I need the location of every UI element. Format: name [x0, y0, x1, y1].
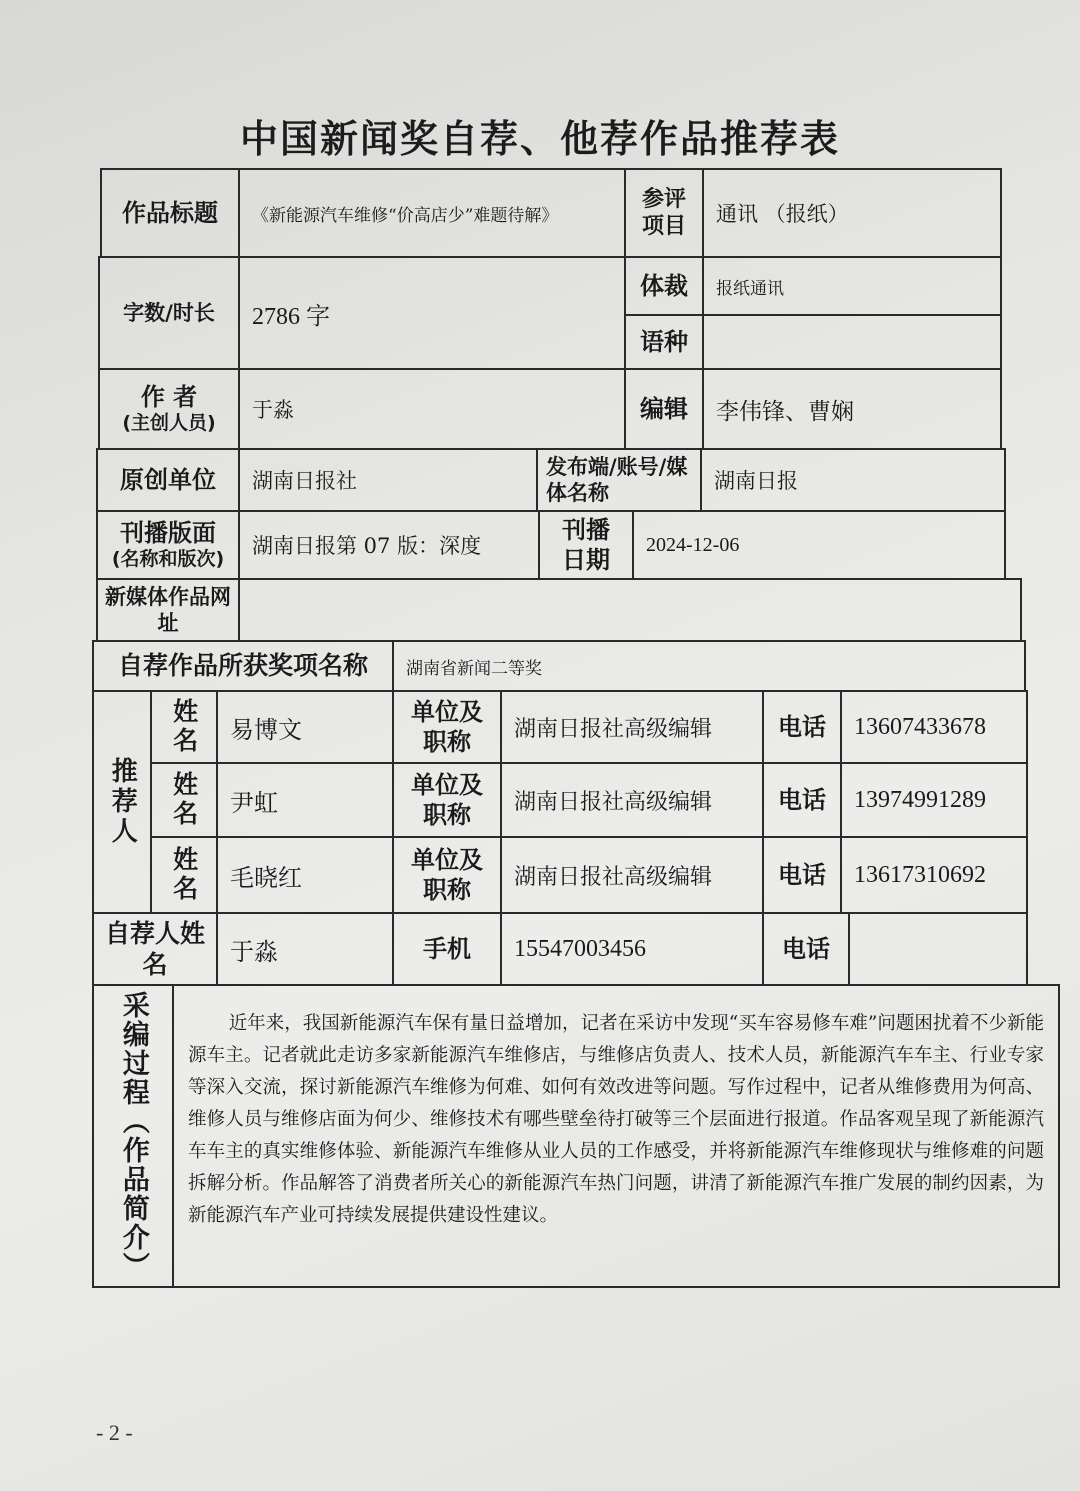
- author-label-cell: [98, 368, 240, 450]
- recommender-3-phone: 13617310692: [840, 836, 1028, 914]
- award-value: 湖南省新闻二等奖: [392, 640, 1026, 692]
- award-label: 自荐作品所获奖项名称: [92, 640, 394, 692]
- recommenders-label: 推荐人: [92, 690, 152, 914]
- page-section-value: 湖南日报第 07 版：深度: [238, 510, 540, 580]
- category-value: 通讯 （报纸）: [702, 168, 1002, 258]
- genre-label: 体裁: [624, 256, 704, 316]
- author-label: 作 者: [140, 383, 198, 412]
- author-value: 于淼: [238, 368, 626, 450]
- recommender-2-unit: 湖南日报社高级编辑: [500, 762, 764, 838]
- org-value: 湖南日报社: [238, 448, 538, 512]
- recommender-1-name-label: 姓名: [150, 690, 218, 764]
- self-mobile-label: 手机: [392, 912, 502, 986]
- org-label: 原创单位: [96, 448, 240, 512]
- editor-label: 编辑: [624, 368, 704, 450]
- language-value: [702, 314, 1002, 370]
- recommendation-form: [92, 168, 1060, 1290]
- recommender-1-phone: 13607433678: [840, 690, 1028, 764]
- recommender-1-phone-label: 电话: [762, 690, 842, 764]
- work-title-label: 作品标题: [100, 168, 240, 258]
- publisher-value: 湖南日报: [700, 448, 1006, 512]
- recommender-1-name: 易博文: [216, 690, 394, 764]
- recommender-3-name-label: 姓名: [150, 836, 218, 914]
- author-sub-label: (主创人员): [122, 412, 216, 435]
- word-count-value: 2786 字: [238, 256, 626, 370]
- word-count-label: 字数/时长: [98, 256, 240, 370]
- recommender-2-name-label: 姓名: [150, 762, 218, 838]
- genre-value: 报纸通讯: [702, 256, 1002, 316]
- page-section-sub-label: (名称和版次): [111, 548, 225, 571]
- recommender-2-phone-label: 电话: [762, 762, 842, 838]
- process-label-cell: [92, 984, 174, 1288]
- self-phone-label: 电话: [762, 912, 850, 986]
- url-value: [238, 578, 1022, 642]
- recommender-1-unit-label: 单位及职称: [392, 690, 502, 764]
- self-phone: [848, 912, 1028, 986]
- page-section-label-cell: [96, 510, 240, 580]
- publisher-label: 发布端/账号/媒体名称: [536, 448, 702, 512]
- recommender-3-name: 毛晓红: [216, 836, 394, 914]
- work-title-value: 《新能源汽车维修“价高店少”难题待解》: [238, 168, 626, 258]
- self-value: 于淼: [216, 912, 394, 986]
- pub-date-value: 2024-12-06: [632, 510, 1006, 580]
- recommender-2-name: 尹虹: [216, 762, 394, 838]
- recommender-3-unit-label: 单位及职称: [392, 836, 502, 914]
- recommender-3-phone-label: 电话: [762, 836, 842, 914]
- page-section-label: 刊播版面: [120, 519, 216, 548]
- process-label: 采编过程（作品简介）: [117, 991, 149, 1281]
- process-text: 近年来，我国新能源汽车保有量日益增加，记者在采访中发现“买车容易修车难”问题困扰着不少新能源车主。记者就此走访多家新能源汽车维修店，与维修店负责人、技术人员，新能源汽车车主、行业专家等深入交流，探讨新能源汽车维修为何难、如何有效改进等问题。写作过程中，记者从维修费用为何高、维修人员与维修店面为何少、维修技术有哪些壁垒待打破等三个层面进行报道。作品客观呈现了新能源汽车车主的真实维修体验、新能源汽车维修从业人员的工作感受，并将新能源汽车维修现状与维修难的问题拆解分析。作品解答了消费者所关心的新能源汽车热门问题，讲清了新能源汽车推广发展的制约因素，为新能源汽车产业可持续发展提供建设性建议。: [188, 1013, 1044, 1226]
- recommender-2-phone: 13974991289: [840, 762, 1028, 838]
- recommender-2-unit-label: 单位及职称: [392, 762, 502, 838]
- editor-value: 李伟锋、曹娴: [702, 368, 1002, 450]
- pub-date-label: 刊播日期: [538, 510, 634, 580]
- recommender-3-unit: 湖南日报社高级编辑: [500, 836, 764, 914]
- recommender-1-unit: 湖南日报社高级编辑: [500, 690, 764, 764]
- page-number: - 2 -: [96, 1420, 133, 1445]
- url-label: 新媒体作品网址: [96, 578, 240, 642]
- process-text-cell: [172, 984, 1060, 1288]
- self-mobile: 15547003456: [500, 912, 764, 986]
- self-label: 自荐人姓名: [92, 912, 218, 986]
- page-title: 中国新闻奖自荐、他荐作品推荐表: [239, 117, 840, 161]
- category-label: 参评项目: [624, 168, 704, 258]
- language-label: 语种: [624, 314, 704, 370]
